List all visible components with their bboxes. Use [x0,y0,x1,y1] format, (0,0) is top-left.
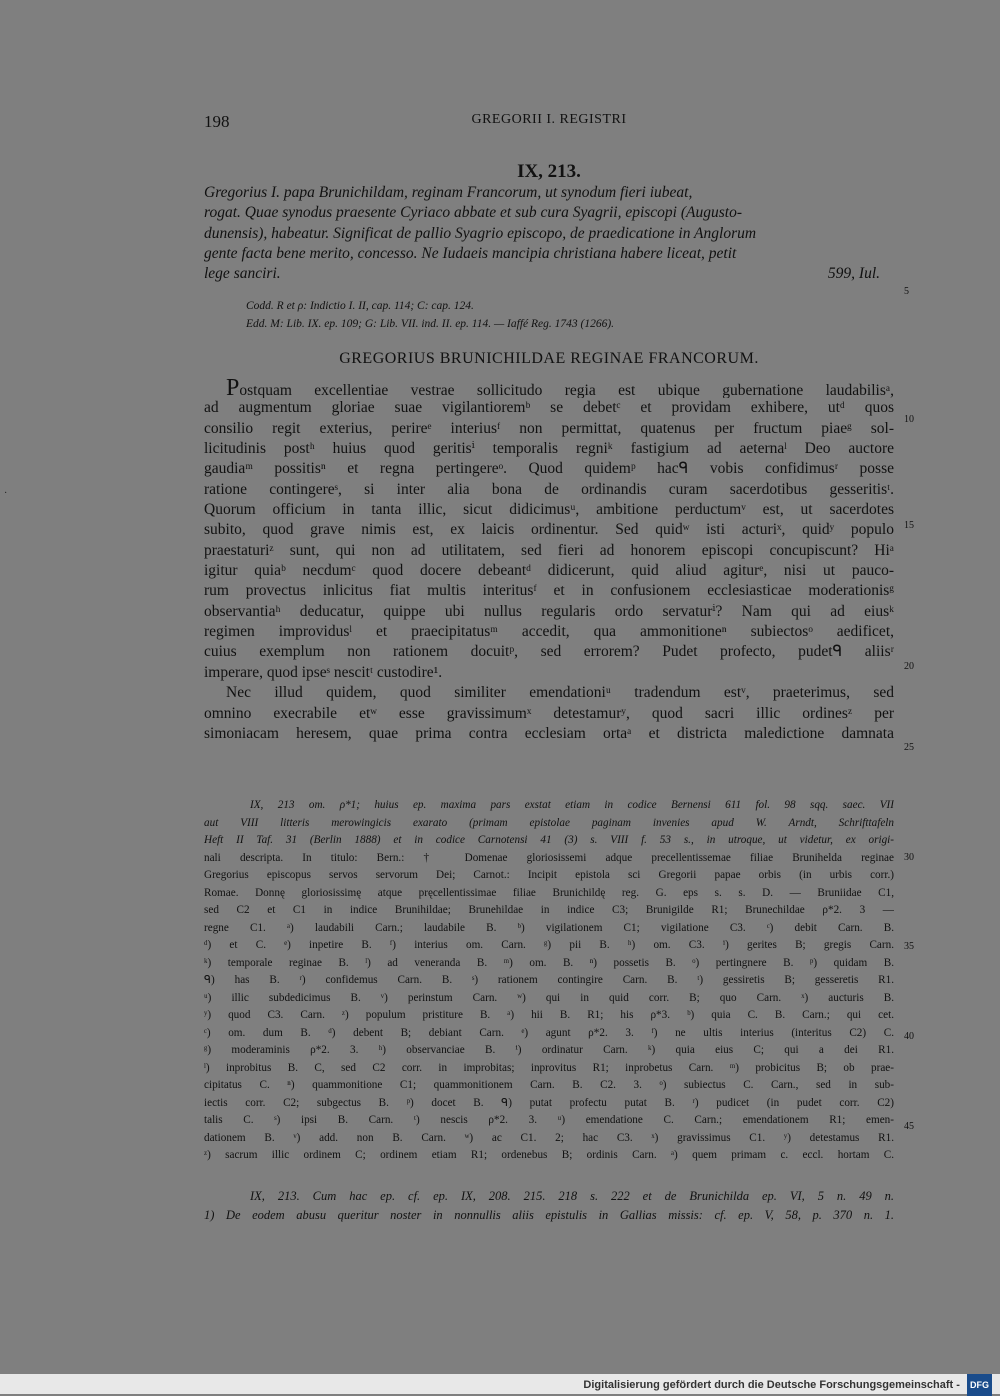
commentary-line: 1) De eodem abusu queritur noster in nonnullis aliis epistulis in Gallias missis: cf. ep. V, 58, p. 370 n. 1. [204,1208,894,1222]
letter-number: IX, 213. [517,161,581,182]
body-line: imperare, quod ipseˢ nescitᵗ custodire¹. [204,663,443,681]
body-line: consilio regit exterius, perireᵉ interiusᶠ non permittat, quatenus per fructum piaeᵍ sol- [204,419,894,437]
body-line: Postquam excellentiae vestrae sollicitudo regia est ubique gubernatione laudabilisᵃ, [204,378,894,398]
footnote-line: dationem B. ᵛ) add. non B. Carn. ʷ) ac C1. 2; hac C3. ˣ) gravissimus C1. ʸ) detestamus R1. [204,1131,894,1144]
letter-body [204,378,894,744]
commentary-line: IX, 213. Cum hac ep. cf. ep. IX, 208. 215. 218 s. 222 et de Brunichilda ep. VI, 5 n. 49 n. [250,1189,894,1203]
footnote-line: sed C2 et C1 in indice Brunihildae; Brunehildae in indice C3; Brunigilde R1; Brunechildae ρ*2. 3 — [204,904,894,916]
line-number: 5 [904,286,909,297]
body-line: regimen improvidusˡ et praecipitatusᵐ accedit, qua ammonitioneⁿ subiectosᵒ aedificet, [204,623,894,641]
funding-bar [0,1374,1000,1394]
footnote-line: ᵘ) illic subdedicimus B. ᵛ) perinstum Carn. ʷ) qui in quid corr. B; quo Carn. ˣ) aucturis B. [204,991,894,1004]
letter-summary [204,183,894,284]
footnote-line: ᶜ) om. dum B. ᵈ) debent B; debiant Carn. ᵉ) agunt ρ*2. 3. ᶠ) ne ultis interius (interitus C2) C. [204,1026,894,1039]
line-number: 25 [904,742,914,753]
footnote-line: Romae. Donnę gloriosissimę atque pręcellentissimae filiae Brunichildę reg. G. eps s. s. D. — Bruniidae C1, [204,886,894,899]
summary-line: lege sanciri. [204,265,281,283]
body-line: subito, quod grave nimis est, ex laicis ordinentur. Sed quidʷ isti acturiˣ, quidʸ populo [204,521,894,539]
letter-date: 599, Iul. [827,265,880,283]
body-line: ratione contingereˢ, si inter alia bona de ordinandis curam sacerdotibus gesseritisᵗ. [204,480,894,498]
letter-heading: GREGORIUS BRUNICHILDAE REGINAE FRANCORUM. [339,350,759,367]
footnote-line: IX, 213 om. ρ*1; huius ep. maxima pars exstat etiam in codice Bernensi 611 fol. 98 sqq. saec. VII [250,799,894,811]
footnote-line: Gregorius episcopus servos servorum Dei; Carnot.: Incipit epistola sci Gregorii papae orbis (in urbis corr.) [204,869,894,881]
body-line: observantiaʰ deducatur, quippe ubi nullus regularis ordo servaturⁱ? Nam qui ad eiusᵏ [204,602,894,620]
codices-line: Codd. R et ρ: Indictio I. II, cap. 114; C: cap. 124. [246,300,474,312]
body-line: simoniacam heresem, quae prima contra ecclesiam ortaᵃ et districta maledictione damnata [204,724,894,742]
line-number: 15 [904,520,914,531]
critical-apparatus [204,797,894,1165]
summary-line: gente facta bene merito, concesso. Ne Iudaeis mancipia christiana habere liceat, petit [204,244,737,262]
footnote-line: ˡ) inprobitus B. C, sed C2 corr. in improbitas; inprovitus R1; inprobetus Carn. ᵐ) probicitus B; ob prae- [204,1061,894,1074]
summary-line: rogat. Quae synodus praesente Cyriaco abbate et sub cura Syagrii, episcopi (Augusto- [204,204,742,222]
body-line: omnino execrabile etʷ esse gravissimumˣ detestamurʸ, quod sacri illic ordinesᶻ per [204,704,894,722]
footnote-line: ᶻ) sacrum illic ordinem C; ordinem etiam R1; ordenebus B; ordinis Carn. ᵃ) quem primam c. eccl. hortam C. [204,1149,894,1161]
body-line: cuius exemplum non rationem docuitᵖ, sed errorem? Pudet profecto, pudetᑫ aliisʳ [204,643,894,661]
footnote-line: iectis corr. C2; subgectus B. ᵖ) docet B. ᑫ) putat profectu putat B. ʳ) pudicet (in pudet corr. C2) [204,1096,894,1109]
footnote-line: talis C. ˢ) ipsi B. Carn. ᵗ) nescis ρ*2. 3. ᵘ) emendatione C. Carn.; emendationem R1; emen- [204,1114,894,1126]
body-line: licitudinis postʰ huius quod geritisⁱ temporalis regniᵏ fastigium ad aeternaˡ Deo auctore [204,440,894,458]
summary-line: Gregorius I. papa Brunichildam, reginam Francorum, ut synodum fieri iubeat, [204,184,693,201]
line-number: 30 [904,852,914,863]
body-line: rum provectus inlicitus fiat multis interitusᶠ et in confusionem ecclesiasticae moderationisᵍ [204,582,894,600]
line-number: 10 [904,414,914,425]
footnote-line: cipitatus C. ⁿ) quammonitione C1; quammonitionem Carn. B. C2. 3. ᵒ) subiectus C. Carn., sed in sub- [204,1079,894,1091]
body-line: praestaturiᶻ sunt, qui non ad utilitatem, sed fieri ad honorem episcopi concupiscunt? Hiᵃ [204,541,894,559]
summary-line: dunensis), habeatur. Significat de pallio Syagrio episcopo, de praedicatione in Anglorum [204,224,757,242]
footnote-line: ᵍ) moderaminis ρ*2. 3. ʰ) observanciae B. ⁱ) ordinatur Carn. ᵏ) quia eius C; qui a dei R1. [204,1044,894,1056]
body-line: Nec illud quidem, quod similiter emendationiᵘ tradendum estᵛ, praeterimus, sed [226,684,894,702]
footnote-line: ʸ) quod C3. Carn. ᶻ) populum pristiture B. ᵃ) hii B. R1; his ρ*3. ᵇ) quia C. B. Carn.; qui cet. [204,1009,894,1021]
footnote-line: aut VIII litteris merowingicis exarato (primam epistolae paginam invenies apud W. Arndt, Schrifttafeln [204,816,894,829]
footnote-line: nali descripta. In titulo: Bern.: † Domenae gloriosissemi adque precellentissemae filiae Brunihelda reginae [204,851,894,864]
footnote-line: Heft II Taf. 31 (Berlin 1888) et in codice Carnotensi 41 (3) s. VIII f. 53 s., in utroque, ut videtur, ex origi- [204,834,894,846]
dropcap-initial: P [226,378,240,399]
footnote-line: ᵈ) et C. ᵉ) inpetire B. ᶠ) interius om. Carn. ᵍ) pii B. ʰ) om. C3. ⁱ) gerites B; gregis Carn. [204,939,894,951]
line-number: 35 [904,941,914,952]
margin-mark: · [4,488,8,499]
footnote-line: regne C1. ᵃ) laudabili Carn.; laudabile B. ᵇ) vigilationem C1; vigilatione C3. ᶜ) debit Carn. B. [204,921,894,934]
footnote-line: ᵏ) temporale reginae B. ˡ) ad veneranda B. ᵐ) om. B. ⁿ) possetis B. ᵒ) pertingnere B. ᵖ) quidam B. [204,956,894,969]
summary-last-line [204,264,894,284]
running-title: GREGORII I. REGISTRI [471,112,627,127]
body-line: ad augmentum gloriae suae vigilantioremᵇ se debetᶜ et providam exhibere, utᵈ quos [204,399,894,417]
editions-line: Edd. M: Lib. IX. ep. 109; G: Lib. VII. ind. II. ep. 114. — Iaffé Reg. 1743 (1266). [246,318,615,330]
page-number: 198 [204,112,230,131]
line-number: 40 [904,1031,914,1042]
funding-text: Digitalisierung gefördert durch die Deutsche Forschungsgemeinschaft - [583,1379,960,1391]
body-line: gaudiaᵐ possitisⁿ et regna pertingereᵒ. Quod quidemᵖ hacᑫ vobis confidimusʳ posse [204,460,894,478]
line-number: 45 [904,1121,914,1132]
running-head [204,112,894,132]
dfg-logo-icon: DFG [967,1374,992,1396]
line-number: 20 [904,661,914,672]
body-line: Quorum officium in tanta illic, sicut didicimusᵘ, ambitione perductumᵛ est, ut sacerdotes [204,501,894,519]
footnote-line: ᑫ) has B. ʳ) confidemus Carn. B. ˢ) rationem contingire Carn. B. ᵗ) gessiretis B; gesseretis R1. [204,974,894,986]
commentary-notes [204,1187,894,1225]
body-line: igitur quiaᵇ necdumᶜ quod docere debeantᵈ didicerunt, quid aliud agiturᵉ, nisi ut pauco- [204,562,894,580]
